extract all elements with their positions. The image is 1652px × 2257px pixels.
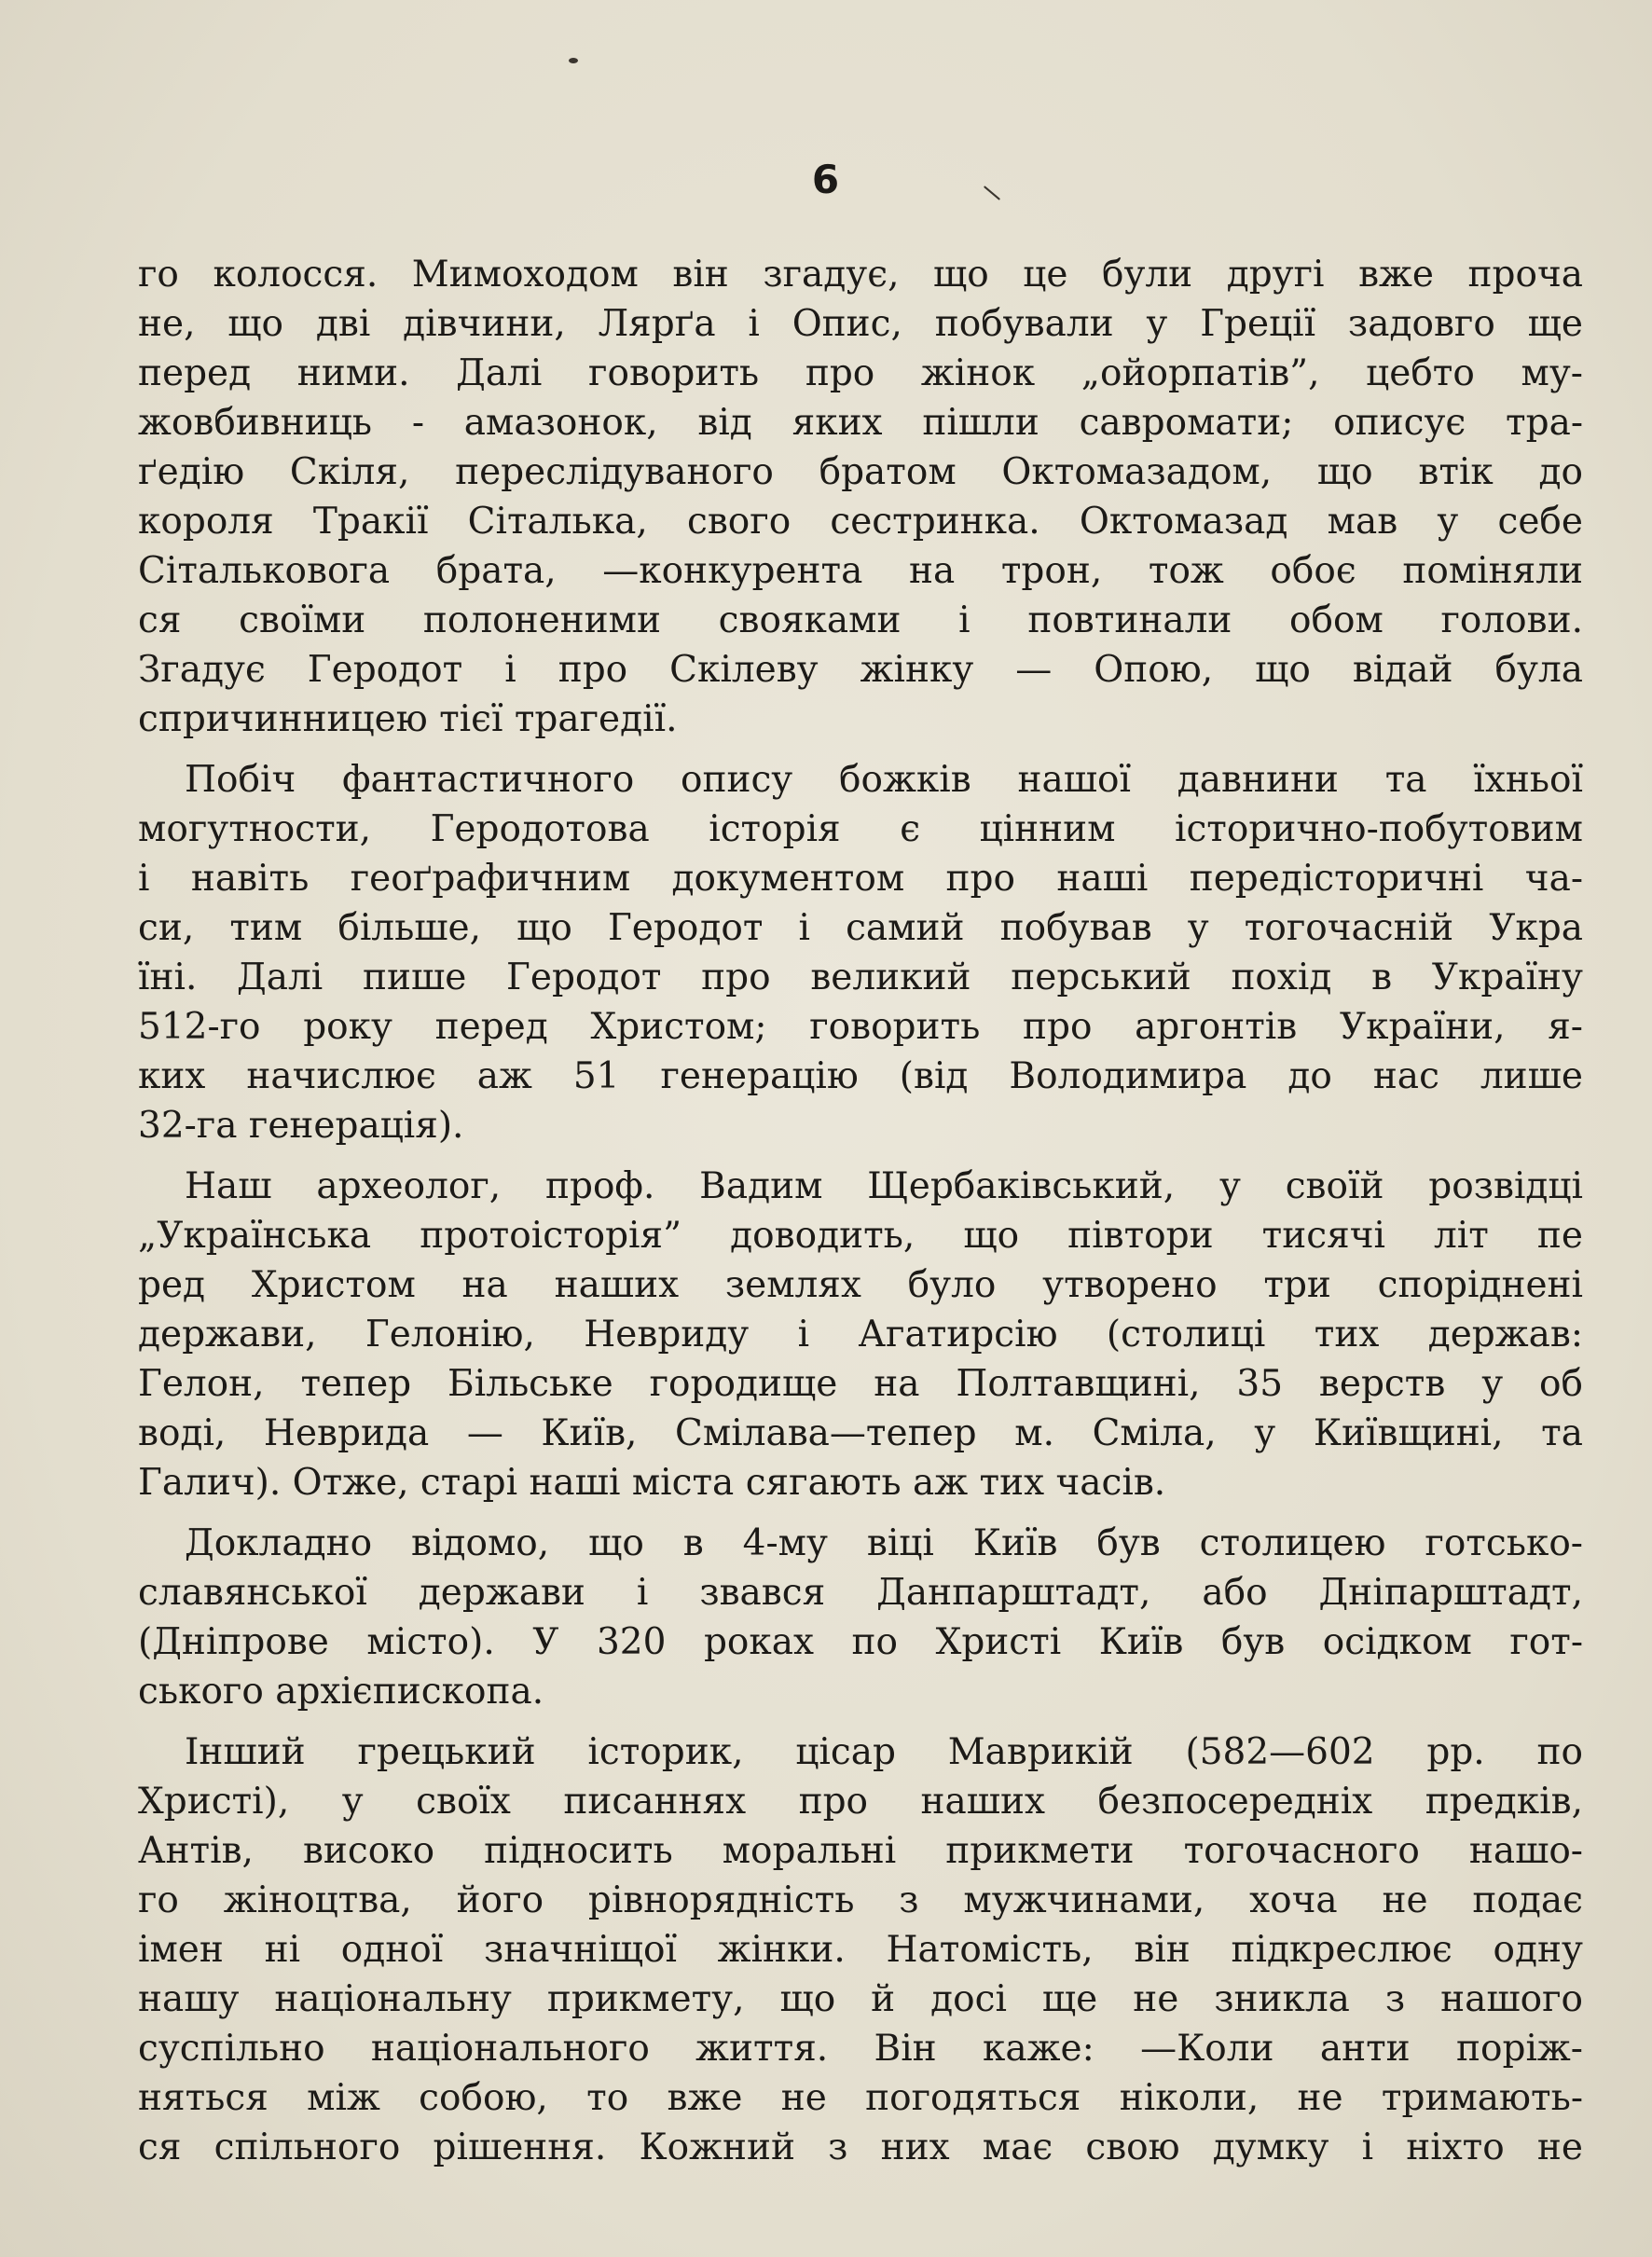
- page-number: 6: [811, 157, 841, 202]
- text-line: суспільно національного життя. Він каже: —Коли анти поріж-: [138, 2028, 1583, 2070]
- text-line: воді, Неврида — Київ, Смілава—тепер м. Сміла, у Київщині, та: [138, 1412, 1583, 1454]
- text-line: імен ні одної значніщої жінки. Натомість, він підкреслює одну: [138, 1929, 1583, 1971]
- paragraph: [138, 1162, 1583, 1507]
- text-line: жовбивниць - амазонок, від яких пішли савромати; описує тра-: [138, 402, 1583, 444]
- text-line: і навіть геоґрафичним документом про наші передісторичні ча-: [138, 858, 1583, 900]
- text-line: Докладно відомо, що в 4-му віці Київ був столицею готсько-: [185, 1522, 1583, 1564]
- text-line: ся спільного рішення. Кожний з них має свою думку і ніхто не: [138, 2126, 1583, 2168]
- text-line: „Українська протоісторія” доводить, що півтори тисячі літ пе: [138, 1215, 1583, 1257]
- text-line: ся своїми полоненими свояками і повтинали обом голови.: [138, 599, 1583, 641]
- text-line: Інший грецький історик, цісар Маврикій (582—602 рр. по: [185, 1731, 1583, 1773]
- paragraph: [138, 1727, 1583, 2172]
- text-line: ського архієпископа.: [138, 1671, 544, 1713]
- text-line: Побіч фантастичного опису божків нашої давнини та їхньої: [185, 759, 1583, 801]
- text-line: не, що дві дівчини, Лярґа і Опис, побували у Греції задовго ще: [138, 303, 1583, 345]
- text-line: Антів, високо підносить моральні прикмети тогочасного нашо-: [138, 1830, 1583, 1872]
- text-line: ких начислює аж 51 генерацію (від Володимира до нас лише: [138, 1055, 1583, 1097]
- text-line: си, тим більше, що Геродот і самий побував у тогочасній Укра: [138, 907, 1583, 949]
- paragraph: [138, 755, 1583, 1150]
- text-line: Галич). Отже, старі наші міста сягають аж тих часів.: [138, 1462, 1166, 1504]
- text-line: їні. Далі пише Геродот про великий перський похід в Україну: [138, 956, 1583, 998]
- paragraph-gap: [138, 744, 1583, 755]
- text-line: ґедію Скіля, переслідуваного братом Октомазадом, що втік до: [138, 451, 1583, 493]
- text-line: держави, Гелонію, Невриду і Агатирсію (столиці тих держав:: [138, 1314, 1583, 1356]
- text-line: нашу національну прикмету, що й досі ще не зникла з нашого: [138, 1978, 1583, 2020]
- text-line: ред Христом на наших землях було утворено три споріднені: [138, 1264, 1583, 1306]
- paragraph: [138, 250, 1583, 744]
- text-line: спричинницею тієї трагедії.: [138, 698, 678, 740]
- text-line: могутности, Геродотова історія є цінним історично-побутовим: [138, 808, 1583, 850]
- paragraph: [138, 1519, 1583, 1716]
- text-line: Гелон, тепер Більське городище на Полтавщині, 35 верств у об: [138, 1363, 1583, 1405]
- text-line: короля Тракії Сіталька, свого сестринка. Октомазад мав у себе: [138, 501, 1583, 543]
- text-line: го жіноцтва, його рівнорядність з мужчинами, хоча не подає: [138, 1879, 1583, 1921]
- paragraph-gap: [138, 1507, 1583, 1519]
- ink-speck: [569, 58, 578, 63]
- text-line: Христі), у своїх писаннях про наших безпосередніх предків,: [138, 1781, 1583, 1823]
- text-line: славянської держави і звався Данпарштадт, або Дніпарштадт,: [138, 1572, 1583, 1614]
- text-line: Сітальковога брата, —конкурента на трон, тож обоє поміняли: [138, 550, 1583, 592]
- text-line: перед ними. Далі говорить про жінок „ойорпатів”, цебто му-: [138, 352, 1583, 394]
- text-line: Наш археолог, проф. Вадим Щербаківський, у своїй розвідці: [185, 1165, 1583, 1207]
- text-line: 32-га генерація).: [138, 1105, 464, 1147]
- text-line: няться між собою, то вже не погодяться ніколи, не тримають-: [138, 2077, 1583, 2119]
- text-line: Згадує Геродот і про Скілеву жінку — Опою, що відай була: [138, 649, 1583, 691]
- text-line: 512-го року перед Христом; говорить про аргонтів України, я-: [138, 1006, 1583, 1048]
- text-line: го колосся. Мимоходом він згадує, що це були другі вже проча: [138, 254, 1583, 296]
- paragraph-gap: [138, 1150, 1583, 1162]
- text-line: (Дніпрове місто). У 320 роках по Христі Київ був осідком гот-: [138, 1621, 1583, 1663]
- paragraph-gap: [138, 1716, 1583, 1727]
- body-text: [138, 250, 1583, 2172]
